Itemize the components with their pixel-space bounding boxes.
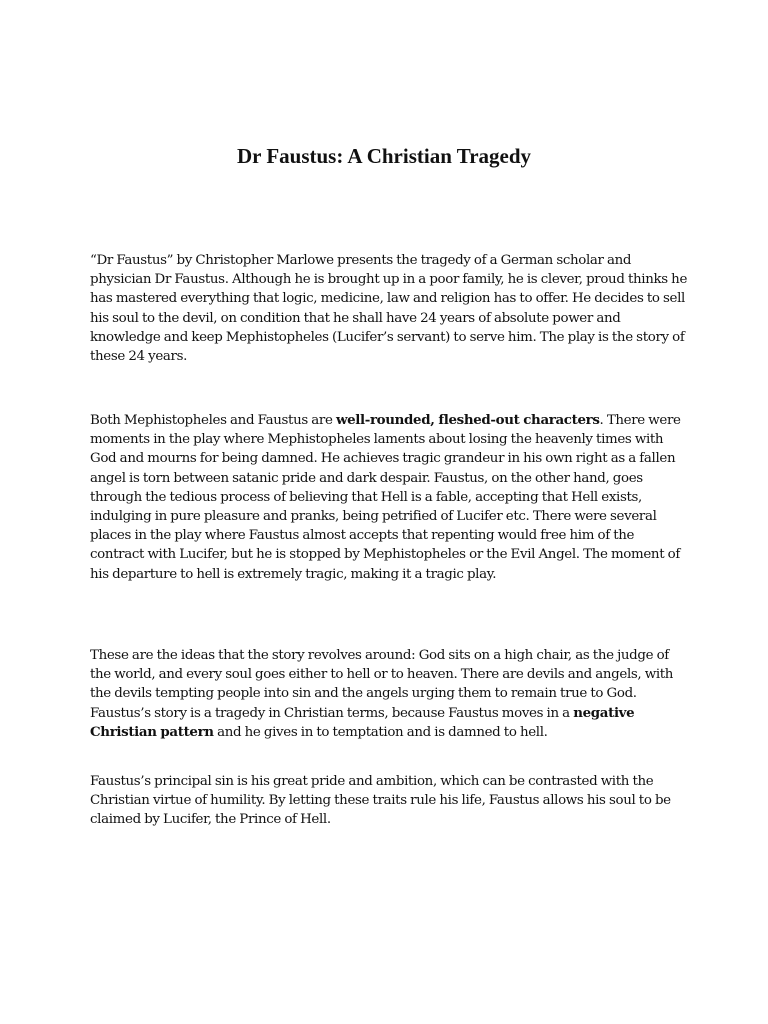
emphasis-text: negative Christian pattern — [90, 704, 635, 740]
paragraph-characters — [90, 411, 690, 584]
paragraph-text: Faustus’s principal sin is his great pride and ambition, which can be contrasted with the Christian virtue of humility. By letting these traits rule his life, Faustus allows his soul to be claimed by Lucifer, the Prince of Hell. — [90, 774, 671, 828]
paragraph-christian-ideas — [90, 646, 690, 742]
paragraph-introduction — [90, 251, 690, 366]
paragraph-text: . There were moments in the play where Mephistopheles laments about losing the heavenly times with God and mourns for being damned. He achieves tragic grandeur in his own right as a fallen angel is torn between satanic pride and dark despair. Faustus, on the other hand, goes through the tedious process of believing that Hell is a fable, accepting that Hell exists, indulging in pure pleasure and pranks, being petrified of Lucifer etc. There were several places in the play where Faustus almost accepts that repenting would free him of the contract with Lucifer, but he is stopped by Mephistopheles or the Evil Angel. The moment of his departure to hell is extremely tragic, making it a tragic play. — [90, 413, 681, 582]
paragraph-text: and he gives in to temptation and is damned to hell. — [213, 724, 548, 740]
emphasis-text: well-rounded, fleshed-out characters — [335, 412, 600, 428]
document-title: Dr Faustus: A Christian Tragedy — [236, 144, 532, 168]
paragraph-text: “Dr Faustus” by Christopher Marlowe presents the tragedy of a German scholar and physician Dr Faustus. Although he is brought up in a poor family, he is clever, proud thinks he has mastered everything that logic, medicine, law and religion has to offer. He decides to sell his soul to the devil, on condition that he shall have 24 years of absolute power and knowledge and keep Mephistopheles (Lucifer’s servant) to serve him. The play is the story of these 24 years. — [90, 253, 688, 365]
paragraph-text: Both Mephistopheles and Faustus are — [90, 413, 336, 428]
paragraph-text: These are the ideas that the story revolves around: God sits on a high chair, as the judge of the world, and every soul goes either to hell or to heaven. There are devils and angels, with the devils tempting people into sin and the angels urging them to remain true to God. Faustus’s story is a tragedy in Christian terms, because Faustus moves in a — [90, 648, 674, 721]
paragraph-principal-sin — [90, 772, 690, 830]
